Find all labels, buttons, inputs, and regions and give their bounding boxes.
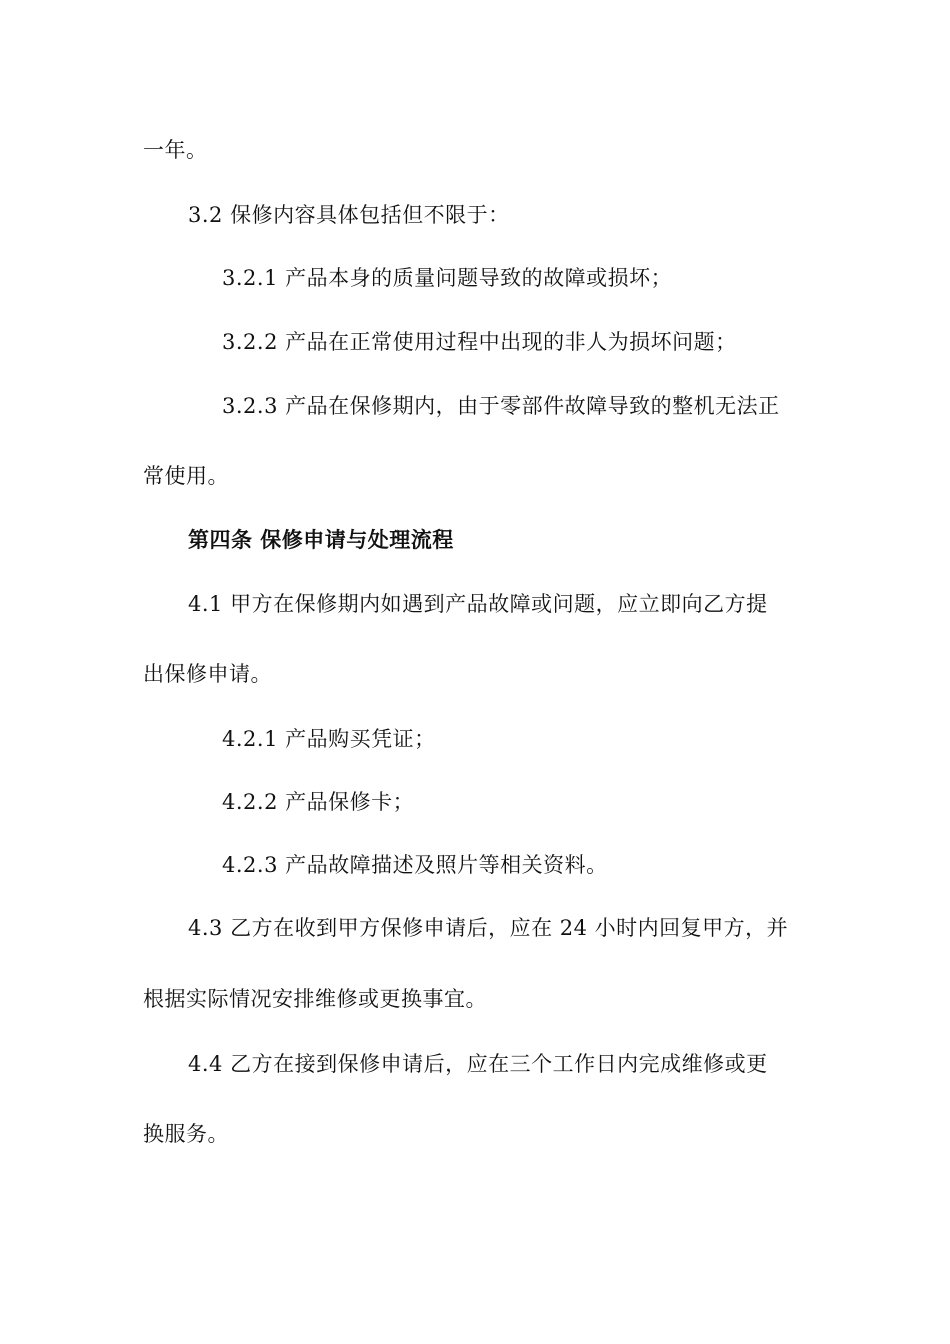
clause-4-2-3: 4.2.3 产品故障描述及照片等相关资料。 [222, 853, 608, 877]
clause-4-1: 4.1 甲方在保修期内如遇到产品故障或问题，应立即向乙方提 [188, 592, 768, 616]
clause-4-2-2: 4.2.2 产品保修卡； [222, 790, 415, 814]
clause-4-3: 4.3 乙方在收到甲方保修申请后，应在 24 小时内回复甲方，并 [188, 916, 789, 940]
clause-4-2-1: 4.2.1 产品购买凭证； [222, 727, 436, 751]
clause-4-4: 4.4 乙方在接到保修申请后，应在三个工作日内完成维修或更 [188, 1052, 768, 1076]
clause-3-2-2: 3.2.2 产品在正常使用过程中出现的非人为损坏问题； [222, 330, 737, 354]
paragraph-line: 出保修申请。 [143, 662, 272, 686]
paragraph-line: 常使用。 [143, 464, 229, 488]
clause-3-2-3: 3.2.3 产品在保修期内，由于零部件故障导致的整机无法正 [222, 394, 780, 418]
paragraph-line: 根据实际情况安排维修或更换事宜。 [143, 987, 487, 1011]
paragraph-line: 一年。 [143, 138, 208, 162]
article-4-heading: 第四条 保修申请与处理流程 [188, 528, 454, 552]
clause-3-2: 3.2 保修内容具体包括但不限于： [188, 203, 510, 227]
clause-3-2-1: 3.2.1 产品本身的质量问题导致的故障或损坏； [222, 266, 673, 290]
paragraph-line: 换服务。 [143, 1122, 229, 1146]
